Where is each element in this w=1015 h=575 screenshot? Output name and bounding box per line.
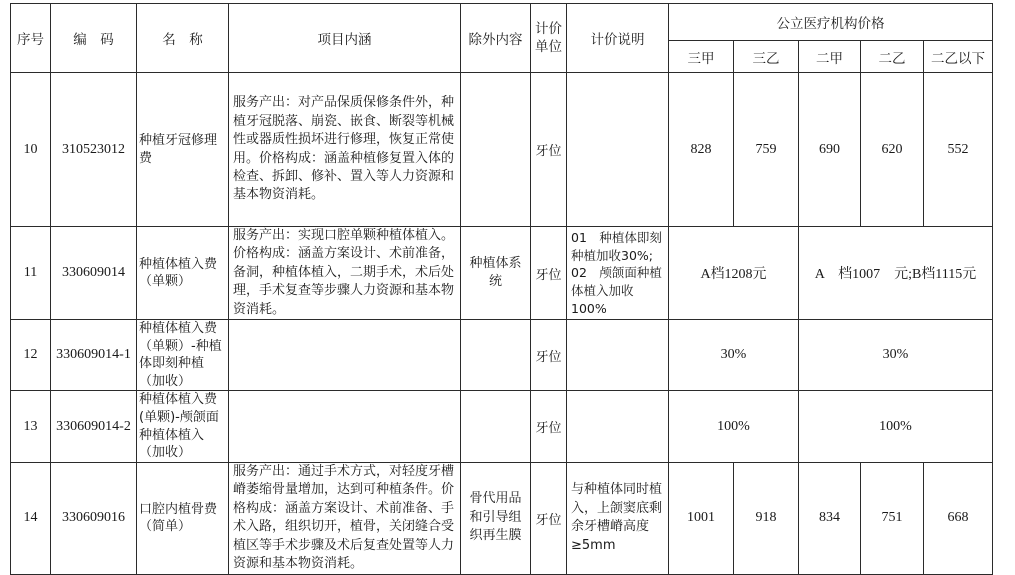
row-seq: 12	[11, 320, 51, 391]
row-exclude: 骨代用品和引导组织再生膜	[461, 462, 531, 574]
row-note	[567, 391, 669, 462]
header-price-group: 公立医疗机构价格	[669, 4, 993, 41]
row-price-b-band: 30%	[799, 320, 993, 391]
row-note: 与种植体同时植入，上颌窦底剩余牙槽嵴高度≥5mm	[567, 462, 669, 574]
header-level-2: 三乙	[734, 41, 799, 73]
row-note: 01 种植体即刻种植加收30%; 02 颅颌面种植体植入加收100%	[567, 227, 669, 320]
header-level-5: 二乙以下	[924, 41, 993, 73]
table-row	[11, 227, 993, 320]
row-price-a-band: 100%	[669, 391, 799, 462]
row-price-level-2: 918	[734, 462, 799, 574]
row-unit: 牙位	[531, 227, 567, 320]
row-seq: 13	[11, 391, 51, 462]
row-unit: 牙位	[531, 462, 567, 574]
header-content: 项目内涵	[229, 4, 461, 73]
header-unit: 计价单位	[531, 4, 567, 73]
row-seq: 14	[11, 462, 51, 574]
header-seq: 序号	[11, 4, 51, 73]
row-exclude	[461, 73, 531, 227]
row-note	[567, 320, 669, 391]
row-content: 服务产出：对产品保质保修条件外，种植牙冠脱落、崩瓷、嵌食、断裂等机械性或器质性损坏进行修理，恢复正常使用。价格构成：涵盖种植修复置入体的检查、拆卸、修补、置入等人力资源和基本物资消耗。	[229, 73, 461, 227]
row-name: 种植体植入费（单颗）	[137, 227, 229, 320]
row-name: 种植体植入费(单颗)-颅颌面种植体植入（加收）	[137, 391, 229, 462]
row-content	[229, 320, 461, 391]
row-price-level-5: 668	[924, 462, 993, 574]
row-code: 330609014-2	[51, 391, 137, 462]
row-unit: 牙位	[531, 320, 567, 391]
row-price-b-band: 100%	[799, 391, 993, 462]
header-level-3: 二甲	[799, 41, 861, 73]
row-seq: 11	[11, 227, 51, 320]
row-price-level-1: 1001	[669, 462, 734, 574]
row-note	[567, 73, 669, 227]
row-content: 服务产出：通过手术方式，对轻度牙槽嵴萎缩骨量增加，达到可种植条件。价格构成：涵盖方案设计、术前准备、手术入路，组织切开，植骨，关闭缝合受植区等手术步骤及术后复查处置等人力资源和基本物资消耗。	[229, 462, 461, 574]
row-price-level-5: 552	[924, 73, 993, 227]
table-row	[11, 73, 993, 227]
row-code: 310523012	[51, 73, 137, 227]
row-price-a-band: 30%	[669, 320, 799, 391]
header-level-4: 二乙	[861, 41, 924, 73]
row-price-level-3: 690	[799, 73, 861, 227]
table-row	[11, 462, 993, 574]
row-content: 服务产出：实现口腔单颗种植体植入。价格构成：涵盖方案设计、术前准备，备洞，种植体植入，二期手术，术后处理，手术复查等步骤人力资源和基本物资消耗。	[229, 227, 461, 320]
row-price-level-4: 620	[861, 73, 924, 227]
row-price-level-4: 751	[861, 462, 924, 574]
header-code: 编 码	[51, 4, 137, 73]
row-code: 330609014	[51, 227, 137, 320]
row-price-b-band: A 档1007 元;B档1115元	[799, 227, 993, 320]
row-content	[229, 391, 461, 462]
row-price-level-1: 828	[669, 73, 734, 227]
header-exclude: 除外内容	[461, 4, 531, 73]
table-row	[11, 391, 993, 462]
row-exclude: 种植体系统	[461, 227, 531, 320]
row-price-a-band: A档1208元	[669, 227, 799, 320]
header-name: 名 称	[137, 4, 229, 73]
table-row	[11, 320, 993, 391]
row-name: 种植牙冠修理费	[137, 73, 229, 227]
row-unit: 牙位	[531, 391, 567, 462]
row-code: 330609014-1	[51, 320, 137, 391]
header-note: 计价说明	[567, 4, 669, 73]
row-seq: 10	[11, 73, 51, 227]
header-level-1: 三甲	[669, 41, 734, 73]
header-row	[11, 4, 993, 41]
row-exclude	[461, 391, 531, 462]
row-name: 口腔内植骨费（简单）	[137, 462, 229, 574]
row-price-level-2: 759	[734, 73, 799, 227]
row-name: 种植体植入费（单颗）-种植体即刻种植（加收）	[137, 320, 229, 391]
row-exclude	[461, 320, 531, 391]
row-code: 330609016	[51, 462, 137, 574]
row-price-level-3: 834	[799, 462, 861, 574]
row-unit: 牙位	[531, 73, 567, 227]
price-table	[10, 3, 993, 575]
